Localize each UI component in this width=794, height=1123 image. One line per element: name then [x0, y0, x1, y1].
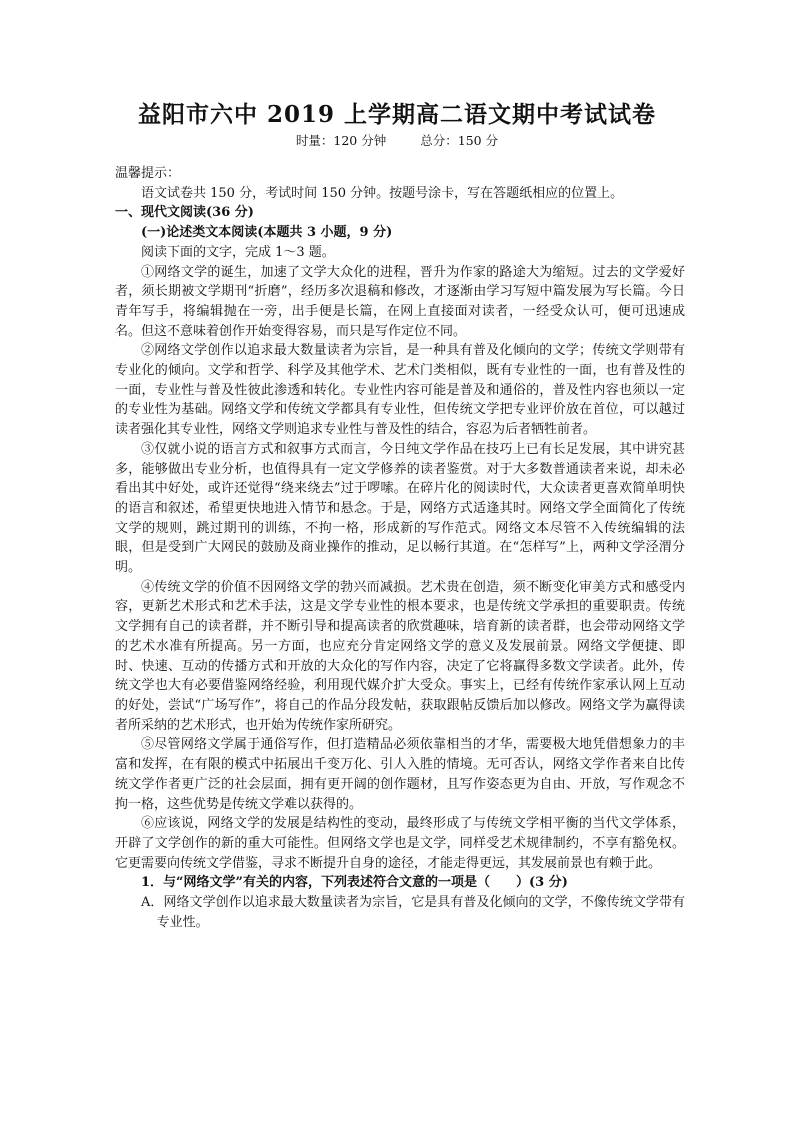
time-limit: 时量：120 分钟 [295, 133, 387, 148]
question-1-option-a: A．网络文学创作以追求最大数量读者为宗旨，它是具有普及化倾向的文学，不像传统文学带有专业性。 [141, 895, 685, 930]
section-heading: 一、现代文阅读(36 分) [115, 205, 254, 221]
passage-paragraph-2: ②网络文学创作以追求最大数量读者为宗旨，是一种具有普及化倾向的文学；传统文学则带有专业化的倾向。文学和哲学、科学及其他学术、艺术门类相似，既有专业性的一面，也有普及性的一面，专业性与普及性彼此渗透和转化。专业性内容可能是普及和通俗的，普及性内容也须以一定的专业性为基础。网络文学和传统文学都具有专业性，但传统文学把专业评价放在首位，可以越过读者强化其专业性，网络文学则追求专业性与普及性的结合，容忍为后者牺牲前者。 [115, 343, 685, 438]
passage-paragraph-1: ①网络文学的诞生，加速了文学大众化的进程，晋升为作家的路途大为缩短。过去的文学爱好者，须长期被文学期刊“折磨”，经历多次退稿和修改，才逐渐由学习写短中篇发展为写长篇。今日青年写手，将编辑抛在一旁，出手便是长篇，在网上直接面对读者，一经受众认可，便可迅速成名。但这不意味着创作开始变得容易，而只是写作定位不同。 [115, 264, 685, 339]
passage-paragraph-4: ④传统文学的价值不因网络文学的勃兴而减损。艺术贵在创造，须不断变化审美方式和感受内容，更新艺术形式和艺术手法，这是文学专业性的根本要求，也是传统文学承担的重要职责。传统文学拥有自己的读者群，并不断引导和提高读者的欣赏趣味，培育新的读者群，也会带动网络文学的艺术水准有所提高。另一方面，也应充分肯定网络文学的意义及发展前景。网络文学便捷、即时、快速、互动的传播方式和开放的大众化的写作内容，决定了它将赢得多数文学读者。此外，传统文学也大有必要借鉴网络经验，利用现代媒介扩大受众。事实上，已经有传统作家承认网上互动的好处，尝试“广场写作”，将自己的作品分段发帖，获取跟帖反馈后加以修改。网络文学为赢得读者所采纳的艺术形式，也开始为传统作家所研究。 [115, 579, 685, 733]
exam-body [115, 164, 685, 932]
subsection-heading: (一)论述类文本阅读(本题共 3 小题，9 分) [141, 225, 393, 241]
exam-meta [0, 131, 794, 149]
total-score: 总分：150 分 [420, 133, 499, 148]
passage-paragraph-5: ⑤尽管网络文学属于通俗写作，但打造精品必须依靠相当的才华，需要极大地凭借想象力的丰富和发挥，在有限的模式中拓展出千变万化、引人入胜的情境。无可否认，网络文学作者来自比传统文学作者更广泛的社会层面，拥有更开阔的创作题材，且写作姿态更为自由、开放，写作观念不拘一格，这些优势是传统文学难以获得的。 [115, 737, 685, 812]
passage-paragraph-6: ⑥应该说，网络文学的发展是结构性的变动，最终形成了与传统文学相平衡的当代文学体系，开辟了文学创作的新的重大可能性。但网络文学也是文学，同样受艺术规律制约，不享有豁免权。它更需要向传统文学借鉴，寻求不断提升自身的途径，才能走得更远，其发展前景也有赖于此。 [115, 816, 685, 871]
question-1-stem: 1．与“网络文学”有关的内容，下列表述符合文意的一项是（ ）(3 分) [141, 875, 568, 891]
notice-label: 温馨提示： [115, 166, 181, 181]
passage-paragraph-3: ③仅就小说的语言方式和叙事方式而言，今日纯文学作品在技巧上已有长足发展，其中讲究甚多，能够做出专业分析，也值得具有一定文学修养的读者鉴赏。对于大多数普通读者来说，却未必看出其中好处，或许还觉得“绕来绕去”过于啰嗦。在碎片化的阅读时代，大众读者更喜欢简单明快的语言和叙述，希望更快地进入情节和悬念。于是，网络方式适逢其时。网络文学全面简化了传统文学的规则，跳过期刊的训练，不拘一格，形成新的写作范式。网络文本尽管不入传统编辑的法眼，但是受到广大网民的鼓励及商业操作的推动，足以畅行其道。在“怎样写”上，两种文学泾渭分明。 [115, 441, 685, 576]
reading-instruction: 阅读下面的文字，完成 1～3 题。 [141, 244, 335, 260]
notice-text: 语文试卷共 150 分，考试时间 150 分钟。按题号涂卡，写在答题纸相应的位置上。 [141, 185, 624, 201]
exam-title: 益阳市六中 2019 上学期高二语文期中考试试卷 [137, 101, 657, 128]
